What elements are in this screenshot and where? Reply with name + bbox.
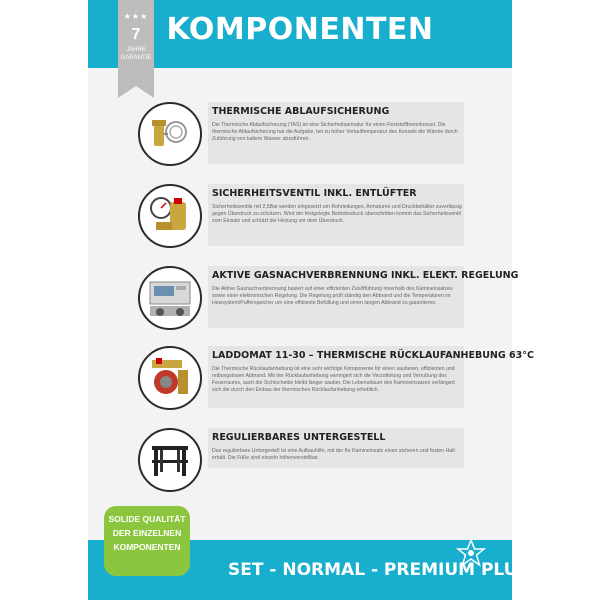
valve-coil-icon (138, 102, 202, 166)
warranty-badge (118, 0, 154, 86)
component-title: AKTIVE GASNACHVERBRENNUNG INKL. ELEKT. REGELUNG (212, 270, 519, 281)
component-item (0, 266, 600, 348)
component-title: THERMISCHE ABLAUFSICHERUNG (212, 106, 390, 117)
pressure-gauge-icon (138, 184, 202, 248)
component-card (208, 266, 519, 328)
quality-line1: SOLIDE QUALITÄT (108, 514, 186, 524)
component-card (208, 428, 464, 468)
component-card (208, 102, 464, 164)
component-item (0, 184, 600, 266)
component-item (0, 428, 600, 510)
quality-line3: KOMPONENTEN (113, 542, 181, 552)
component-title: LADDOMAT 11-30 – THERMISCHE RÜCKLAUFANHEBUNG 63°C (212, 350, 534, 361)
warranty-years: 7 (131, 26, 141, 43)
warranty-label-line2: GARANTIE (120, 55, 152, 61)
warranty-label (118, 46, 154, 62)
star-icon (456, 538, 486, 568)
component-description: Sicherheitsventile mit 2,5Bar werden eingesetzt um Rohrleitungen, Armaturen und Druckbehälter zuverlässig gegen Überdruck zu schützen. Wird der festgelegte Betriebsdruck überschritten kommt das Sicherheitsventil zum Einsatz und schützt die Heizung vor dem Überdruck. (212, 204, 462, 224)
pump-unit-icon (138, 346, 202, 410)
component-description: Die Thermische Rücklaufanhebung ist eine sehr wichtige Komponente für einen sauberen, effizienten und reibungslosen Abbrand. Mit der Rücklaufanhebung verringert sich die Verzottelung und Verrußung des Feuerraums, auch die Sichtscheibe bleibt länger sauber. Die Lebensdauer des Kamineinsatzes verlängert sich die durch den Einbau der thermischen Rücklaufanhebung erheblich. (212, 366, 455, 393)
warranty-stars: ★★★ (123, 12, 149, 21)
stand-frame-icon (138, 428, 202, 492)
component-title: REGULIERBARES UNTERGESTELL (212, 432, 386, 443)
controller-display-icon (138, 266, 202, 330)
component-item (0, 102, 600, 184)
component-description: Die Thermische Ablaufsicherung (TAS) ist eine Sicherheitsarmatur für einen Feststoffbrennkessel. Die thermische Ablaufsicherung hat die Aufgabe, bei zu hoher Vorlauftemperatur des Kessels die Wärme durch Zuführung von kaltem Wasser abzuführen. (212, 122, 458, 142)
warranty-label-line1: JAHRE (126, 47, 146, 53)
component-description: Das regulierbare Untergestell ist eine Aufbauhilfe, mit der Ihr Kamineinsatz einen sicheren und festen Halt erhält. Die Füße sind einzeln höhenverstellbar. (212, 448, 455, 461)
component-description: Die Aktive Gasnachverbrennung basiert auf einer effizienten Zuluftführung innerhalb des Kamineinsatzes sowie einer elektronischen Regelung. Die Regelung prüft ständig den Abbrand und die Temperaturen im Heizsystem/Pufferspeicher um eine effiziente Befüllung und einen langen Abbrand zu garantieren. (212, 286, 453, 306)
component-card (208, 184, 464, 246)
component-card (208, 346, 534, 408)
quality-line2: DER EINZELNEN (112, 528, 182, 538)
footer-slogan: SET - NORMAL - PREMIUM PLUS (228, 560, 530, 580)
component-title: SICHERHEITSVENTIL INKL. ENTLÜFTER (212, 188, 417, 199)
component-item (0, 346, 600, 428)
quality-badge (104, 506, 190, 576)
page-title: KOMPONENTEN (166, 12, 434, 47)
